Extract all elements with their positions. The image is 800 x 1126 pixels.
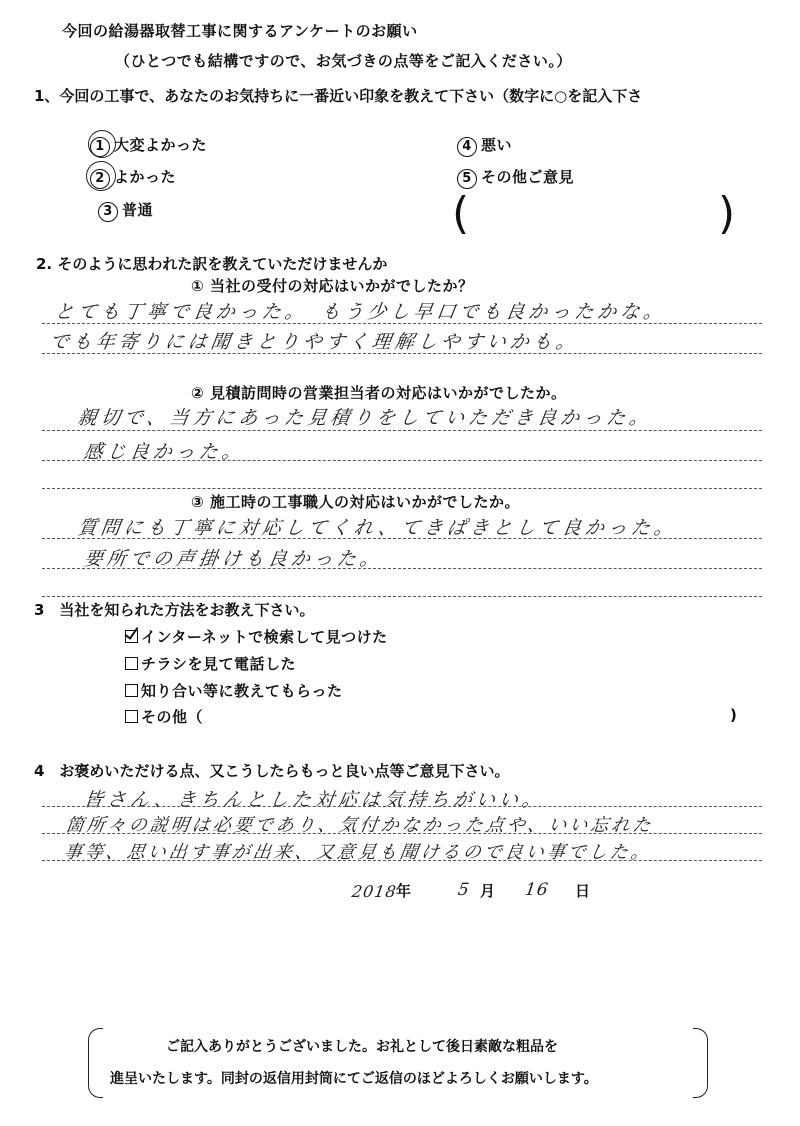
q1-other-input-area[interactable] xyxy=(475,200,713,228)
q3-question: 3 当社を知られた方法をお教え下さい。 xyxy=(34,601,315,619)
q3-option-other[interactable] xyxy=(125,706,203,727)
date-month-label: 月 xyxy=(480,882,496,900)
q1-handdrawn-selection-ring xyxy=(88,130,116,158)
checkbox-checked-icon[interactable] xyxy=(125,630,138,643)
q2-sub1-label: 当社の受付の対応はいかがでしたか？ xyxy=(209,277,474,295)
q3-option-acquaintance[interactable] xyxy=(125,680,343,701)
answer-rule xyxy=(42,460,762,461)
date-day-value[interactable]: 16 xyxy=(523,880,551,900)
q4-answer-line-1: 皆さん、きちんとした対応は気持ちがいい。 xyxy=(82,789,547,811)
q1-other-paren-close: ) xyxy=(718,188,736,239)
q2-sub3-label: 施工時の工事職人の対応はいかがでしたか。 xyxy=(209,493,520,511)
answer-rule xyxy=(42,833,762,834)
q3-option-internet-label: インターネットで検索して見つけた xyxy=(141,628,388,646)
answer-rule xyxy=(42,353,762,354)
q1-option-3-number: 3 xyxy=(98,202,118,222)
answer-rule xyxy=(42,860,762,861)
q1-question: 1、今回の工事で、あなたのお気持ちに一番近い印象を教えて下さい（数字に○を記入下さ xyxy=(34,87,643,105)
q3-option-internet[interactable] xyxy=(125,626,388,647)
footer-line-1: ご記入ありがとうございました。お礼として後日素敵な粗品を xyxy=(166,1039,558,1055)
q2-sub3-answer-line-2: 要所での声掛けも良かった。 xyxy=(82,548,385,570)
q1-option-1-number: 1 xyxy=(90,137,110,157)
q2-sub3-answer-line-1: 質問にも丁寧に対応してくれ、てきぱきとして良かった。 xyxy=(76,517,679,539)
survey-title: 今回の給湯器取替工事に関するアンケートのお願い xyxy=(62,22,418,40)
q2-sub2-label: 見積訪問時の営業担当者の対応はいかがでしたか。 xyxy=(209,384,567,402)
q3-option-other-label: その他（ xyxy=(141,708,204,726)
answer-rule xyxy=(42,323,762,324)
q3-option-acquaintance-label: 知り合い等に教えてもらった xyxy=(141,682,343,700)
q1-other-paren-open: ( xyxy=(452,188,470,239)
answer-rule xyxy=(42,538,762,539)
answer-rule xyxy=(42,806,762,807)
date-year-label: 年 xyxy=(396,882,412,900)
q2-sub1-number: ① xyxy=(191,277,205,295)
q1-option-3[interactable] xyxy=(98,199,153,222)
q3-option-flyer-label: チラシを見て電話した xyxy=(141,655,297,673)
q1-option-3-label: 普通 xyxy=(122,201,154,219)
answer-rule xyxy=(42,596,762,597)
q3-option-flyer[interactable] xyxy=(125,653,296,674)
checkbox-icon[interactable] xyxy=(125,657,138,670)
answer-rule xyxy=(42,430,762,431)
q2-sub2-answer-line-1: 親切で、当方にあった見積りをしていただき良かった。 xyxy=(76,407,654,429)
q1-option-4-number: 4 xyxy=(457,137,477,157)
checkbox-icon[interactable] xyxy=(125,710,138,723)
q1-option-5-label: その他ご意見 xyxy=(481,168,575,186)
date-month-value[interactable]: 5 xyxy=(456,880,475,900)
footer-bracket-left xyxy=(88,1028,103,1098)
q1-option-5[interactable] xyxy=(457,166,574,189)
q1-option-2-label: よかった xyxy=(114,168,177,186)
q1-option-1-label: 大変よかった xyxy=(114,136,208,154)
q3-other-paren-close: ) xyxy=(730,706,738,724)
footer-bracket-right xyxy=(693,1028,708,1098)
checkbox-icon[interactable] xyxy=(125,684,138,697)
q2-sub2-number: ② xyxy=(191,384,205,402)
q4-answer-line-2: 箇所々の説明は必要であり、気付かなかった点や、いい忘れた xyxy=(64,815,655,836)
date-year-value[interactable]: 2018 xyxy=(350,882,399,901)
survey-subtitle: （ひとつでも結構ですので、お気づきの点等をご記入ください。） xyxy=(115,52,572,70)
q2-sub1-answer-line-2: でも年寄りには聞きとりやすく理解しやすいかも。 xyxy=(48,331,581,353)
answer-rule xyxy=(42,568,762,569)
date-day-label: 日 xyxy=(575,882,591,900)
q4-answer-line-3: 事等、思い出す事が出来、又意見も聞けるので良い事でした。 xyxy=(62,842,654,863)
q3-other-input-area[interactable] xyxy=(222,706,722,728)
q1-option-2-number: 2 xyxy=(90,169,110,189)
q2-sub1-prompt xyxy=(191,275,473,296)
answer-rule xyxy=(42,488,762,489)
q1-option-4-label: 悪い xyxy=(481,136,513,154)
q2-question: 2. そのように思われた訳を教えていただけませんか xyxy=(36,255,388,273)
q4-question: 4 お褒めいただける点、又こうしたらもっと良い点等ご意見下さい。 xyxy=(34,762,510,780)
q2-sub1-answer-line-1: とても丁寧で良かった。 もう少し早口でも良かったかな。 xyxy=(53,301,668,323)
q2-sub3-number: ③ xyxy=(191,493,205,511)
q1-option-5-number: 5 xyxy=(457,169,477,189)
q1-option-4[interactable] xyxy=(457,134,512,157)
q2-sub2-answer-line-2: 感じ良かった。 xyxy=(82,441,247,463)
footer-line-2: 進呈いたします。同封の返信用封筒にてご返信のほどよろしくお願いします。 xyxy=(110,1071,598,1087)
q2-sub3-prompt xyxy=(191,491,520,512)
q2-sub2-prompt xyxy=(191,382,566,403)
footer-note xyxy=(88,1028,708,1096)
